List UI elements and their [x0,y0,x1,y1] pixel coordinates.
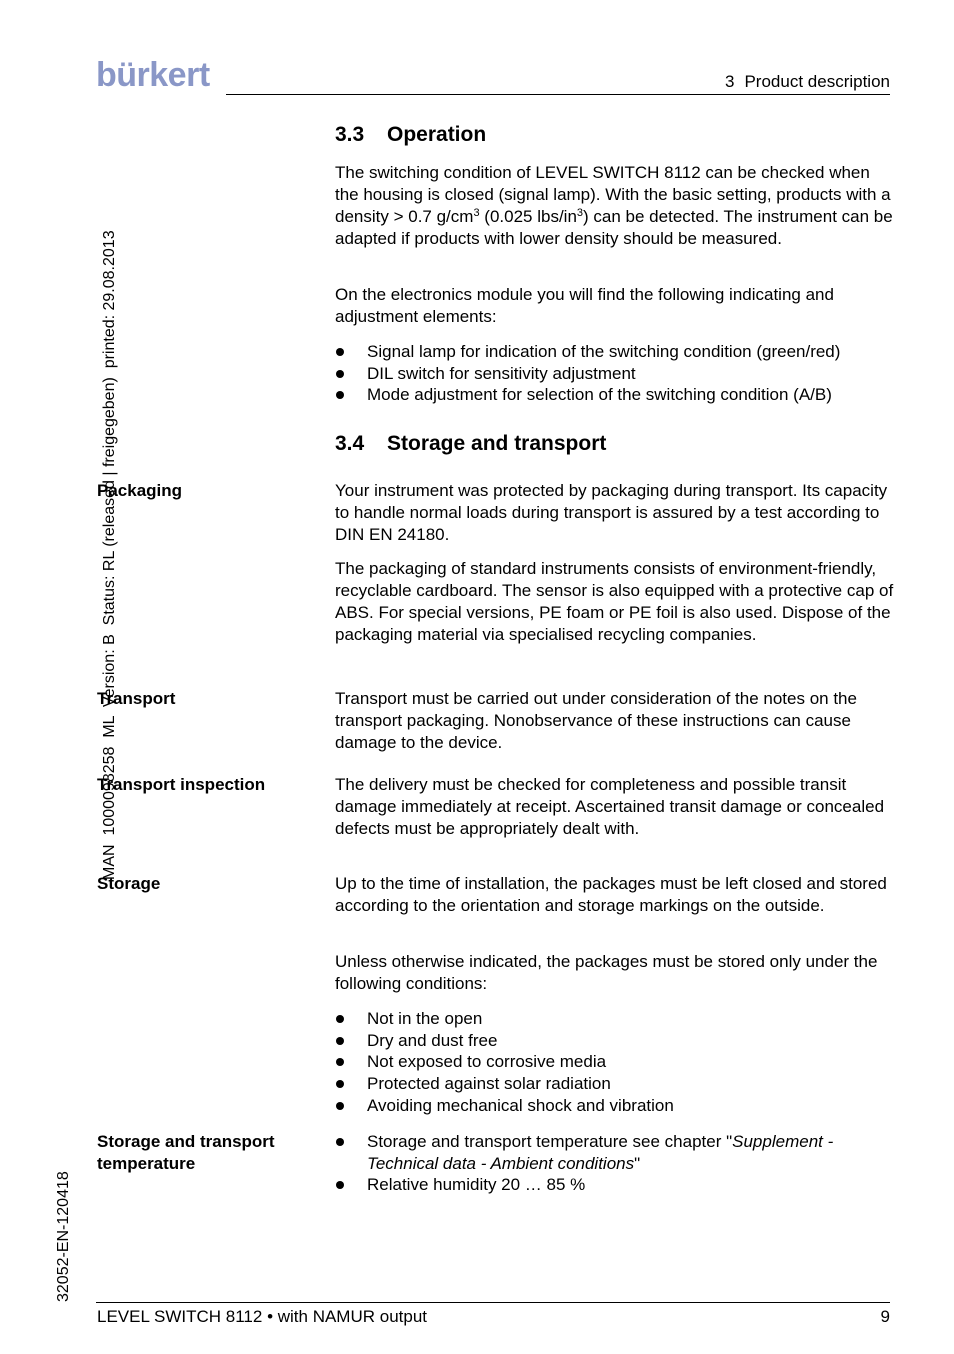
superscript: 3 [576,207,584,219]
temperature-bullet-list [335,1131,895,1196]
text-run: The switching condition of LEVEL SWITCH 8112 can be checked when the housing is closed (signal lamp). With the basic setting, products with a density > 0.7 g/cm [335,163,891,226]
temperature-label [97,1131,317,1175]
text-run: (0.025 lbs/in [479,207,577,226]
burkert-logo [96,56,214,102]
operation-paragraph-2: On the electronics module you will find the following indicating and adjustment elements: [335,285,834,326]
packaging-paragraph-1: Your instrument was protected by packaging during transport. Its capacity to handle normal loads during transport is assured by a test according to DIN EN 24180. [335,481,888,544]
temperature-label-line-2: temperature [97,1154,196,1173]
text-run: Storage and transport temperature see chapter " [367,1132,733,1151]
header-section-title: Product description [744,72,890,91]
list-item: DIL switch for sensitivity adjustment [335,363,895,385]
transport-paragraph: Transport must be carried out under consideration of the notes on the transport packaging. Nonobservance of these instructions can cause damage to the device. [335,689,857,752]
transport-inspection-paragraph: The delivery must be checked for completeness and possible transit damage immediately at receipt. Ascertained transit damage or concealed defects must be appropriately dealt with. [335,775,885,838]
storage-label: Storage [97,874,161,893]
section-title: Operation [387,123,487,146]
packaging-paragraph-2: The packaging of standard instruments consists of environment-friendly, recyclable cardboard. The sensor is also equipped with a protective cap of ABS. For special versions, PE foam or PE foil is also used. Dispose of the packaging material via specialised recycling companies. [335,559,894,644]
footer-rule [96,1302,890,1303]
storage-conditions-list [335,1008,895,1117]
superscript: 3 [473,207,480,219]
list-item: Signal lamp for indication of the switching condition (green/red) [335,341,895,363]
page-number: 9 [880,1307,890,1326]
operation-paragraph-1 [335,162,895,250]
list-item [335,1131,895,1174]
transport-inspection-label: Transport inspection [97,775,266,794]
logo-text: bürkert [96,56,210,94]
section-heading-operation [335,123,486,147]
list-item: Not exposed to corrosive media [335,1051,895,1073]
temperature-label-line-1: Storage and transport [97,1132,275,1151]
header-rule [226,94,890,95]
section-heading-storage-transport [335,432,606,456]
document-status-side-text: MAN 1000098258 ML Version: B Status: RL (released | freigegeben) printed: 29.08.2013 [101,230,118,880]
footer-product-name: LEVEL SWITCH 8112 • with NAMUR output [97,1307,428,1326]
list-item: Protected against solar radiation [335,1073,895,1095]
storage-paragraph-2: Unless otherwise indicated, the packages must be stored only under the following conditions: [335,952,878,993]
list-item: Avoiding mechanical shock and vibration [335,1095,895,1117]
storage-paragraph-1: Up to the time of installation, the packages must be left closed and stored according to the orientation and storage markings on the outside. [335,874,887,915]
section-title: Storage and transport [387,432,607,455]
list-item: Mode adjustment for selection of the switching condition (A/B) [335,384,895,406]
list-item: Dry and dust free [335,1030,895,1052]
section-number: 3.3 [335,123,365,146]
list-item: Relative humidity 20 … 85 % [335,1174,895,1196]
document-code-side-text: 32052-EN-120418 [55,1171,72,1302]
chapter-reference: Supplement - Technical data - Ambient conditions [367,1132,834,1173]
transport-label: Transport [97,689,176,708]
operation-bullet-list [335,341,895,406]
header-section [725,72,890,92]
header-section-number: 3 [725,72,735,91]
packaging-label: Packaging [97,481,183,500]
section-number: 3.4 [335,432,365,455]
text-run: " [634,1153,641,1173]
list-item: Not in the open [335,1008,895,1030]
text-run: ) can be detected. The instrument can be adapted if products with lower density should be measured. [335,207,893,248]
